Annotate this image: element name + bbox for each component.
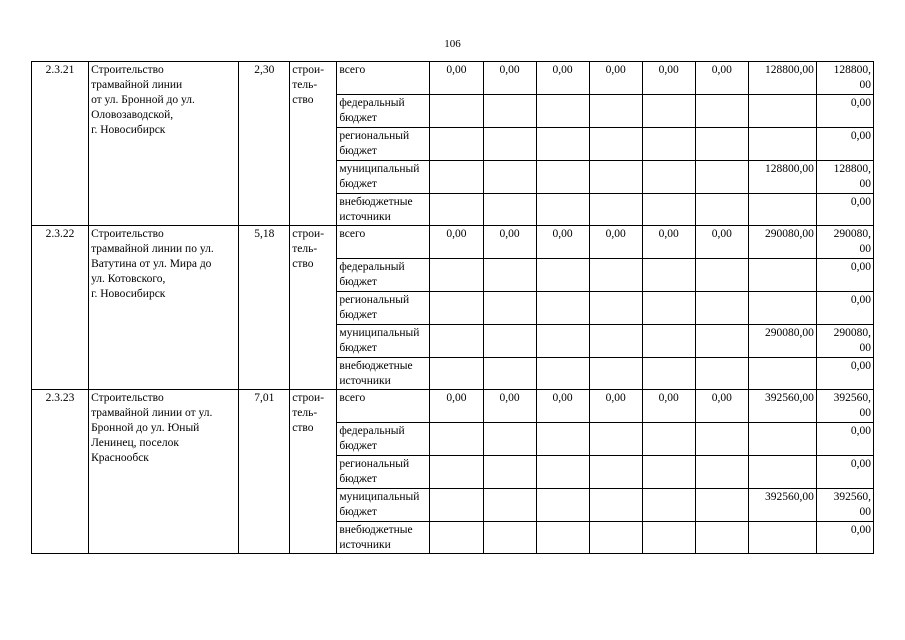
funding-source <box>337 194 430 226</box>
item-name-line: г. Новосибирск <box>91 288 166 300</box>
funding-source-line: муниципальный <box>339 491 420 503</box>
funding-source-line: бюджет <box>339 112 377 124</box>
year-value <box>695 128 748 161</box>
year-value <box>483 325 536 358</box>
funding-source <box>337 423 430 456</box>
year-value: 0,00 <box>589 226 642 259</box>
item-type <box>290 226 337 390</box>
year-value: 0,00 <box>589 62 642 95</box>
item-name-line: трамвайной линии <box>91 79 183 91</box>
year-value <box>536 161 589 194</box>
year-value: 0,00 <box>642 62 695 95</box>
funding-source <box>337 161 430 194</box>
year-value <box>695 259 748 292</box>
item-name-line: Ленинец, поселок <box>91 437 179 449</box>
year-value: 0,00 <box>642 226 695 259</box>
item-name <box>89 226 239 390</box>
item-type-line: тель- <box>292 243 318 255</box>
funding-source-line: всего <box>339 64 366 76</box>
year-value <box>642 522 695 554</box>
item-name <box>89 62 239 226</box>
funding-source-line: муниципальный <box>339 327 420 339</box>
item-type <box>290 62 337 226</box>
total-value <box>816 95 873 128</box>
year-value-last <box>748 95 816 128</box>
year-value <box>483 358 536 390</box>
year-value-last: 128800,00 <box>748 62 816 95</box>
year-value <box>589 325 642 358</box>
year-value <box>536 259 589 292</box>
total-value-line: 0,00 <box>850 196 871 208</box>
year-value <box>536 128 589 161</box>
total-value <box>816 456 873 489</box>
year-value <box>642 259 695 292</box>
year-value <box>589 194 642 226</box>
item-name-line: Строительство <box>91 228 164 240</box>
total-value-line: 290080, <box>833 228 871 240</box>
year-value <box>483 522 536 554</box>
total-value-line: 392560, <box>833 392 871 404</box>
total-value <box>816 390 873 423</box>
year-value <box>483 489 536 522</box>
total-value <box>816 522 873 554</box>
funding-source-line: внебюджетные <box>339 196 413 208</box>
funding-source-line: всего <box>339 228 366 240</box>
year-value: 0,00 <box>695 226 748 259</box>
funding-source-line: бюджет <box>339 276 377 288</box>
year-value <box>589 456 642 489</box>
funding-source-line: бюджет <box>339 440 377 452</box>
total-value-line: 0,00 <box>850 130 871 142</box>
total-value-line: 128800, <box>833 64 871 76</box>
item-name <box>89 390 239 554</box>
total-value <box>816 62 873 95</box>
year-value-last <box>748 259 816 292</box>
year-value <box>695 325 748 358</box>
funding-source <box>337 489 430 522</box>
funding-source-line: источники <box>339 539 391 551</box>
funding-source-line: бюджет <box>339 145 377 157</box>
item-type <box>290 390 337 554</box>
year-value <box>695 292 748 325</box>
item-length: 7,01 <box>239 390 290 554</box>
total-value-line: 0,00 <box>850 261 871 273</box>
item-type-line: тель- <box>292 407 318 419</box>
year-value <box>695 489 748 522</box>
year-value <box>695 161 748 194</box>
item-name-line: Бронной до ул. Юный <box>91 422 200 434</box>
funding-source-line: бюджет <box>339 178 377 190</box>
year-value <box>430 456 483 489</box>
year-value <box>589 423 642 456</box>
year-value: 0,00 <box>430 226 483 259</box>
funding-source-line: федеральный <box>339 97 405 109</box>
year-value <box>430 325 483 358</box>
total-value <box>816 423 873 456</box>
year-value-last: 128800,00 <box>748 161 816 194</box>
year-value <box>430 489 483 522</box>
funding-source-line: бюджет <box>339 309 377 321</box>
year-value <box>430 128 483 161</box>
item-type-line: тель- <box>292 79 318 91</box>
item-name-line: трамвайной линии от ул. <box>91 407 213 419</box>
year-value <box>430 423 483 456</box>
year-value <box>695 194 748 226</box>
total-value <box>816 259 873 292</box>
year-value <box>536 325 589 358</box>
year-value <box>430 522 483 554</box>
year-value <box>695 358 748 390</box>
funding-source <box>337 128 430 161</box>
year-value: 0,00 <box>483 62 536 95</box>
total-value <box>816 128 873 161</box>
funding-source <box>337 95 430 128</box>
year-value: 0,00 <box>589 390 642 423</box>
budget-table <box>31 61 874 554</box>
year-value <box>642 161 695 194</box>
year-value <box>483 128 536 161</box>
item-name-line: г. Новосибирск <box>91 124 166 136</box>
total-value-line: 00 <box>859 407 871 419</box>
total-value <box>816 489 873 522</box>
year-value <box>589 161 642 194</box>
year-value <box>589 292 642 325</box>
funding-source-line: муниципальный <box>339 163 420 175</box>
year-value <box>483 423 536 456</box>
item-name-line: Краснообск <box>91 452 149 464</box>
year-value-last <box>748 423 816 456</box>
item-name-line: Оловозаводской, <box>91 109 174 121</box>
total-value <box>816 325 873 358</box>
total-value-line: 0,00 <box>850 360 871 372</box>
funding-source-line: региональный <box>339 294 410 306</box>
item-length: 2,30 <box>239 62 290 226</box>
year-value <box>536 292 589 325</box>
item-name-line: от ул. Бронной до ул. <box>91 94 195 106</box>
total-value-line: 00 <box>859 79 871 91</box>
year-value <box>695 423 748 456</box>
total-value-line: 0,00 <box>850 97 871 109</box>
item-type-line: ство <box>292 94 314 106</box>
year-value <box>589 489 642 522</box>
year-value <box>642 423 695 456</box>
year-value <box>536 95 589 128</box>
table-row <box>32 62 874 95</box>
year-value <box>695 522 748 554</box>
funding-source <box>337 358 430 390</box>
year-value <box>483 194 536 226</box>
year-value: 0,00 <box>430 62 483 95</box>
item-type-line: ство <box>292 422 314 434</box>
year-value: 0,00 <box>536 390 589 423</box>
year-value-last <box>748 522 816 554</box>
funding-source-line: внебюджетные <box>339 524 413 536</box>
year-value <box>483 161 536 194</box>
funding-source <box>337 226 430 259</box>
item-name-line: Строительство <box>91 64 164 76</box>
funding-source-line: источники <box>339 375 391 387</box>
total-value-line: 00 <box>859 178 871 190</box>
year-value <box>483 95 536 128</box>
year-value: 0,00 <box>695 390 748 423</box>
year-value <box>536 489 589 522</box>
funding-source-line: федеральный <box>339 261 405 273</box>
year-value <box>642 194 695 226</box>
year-value <box>430 161 483 194</box>
funding-source <box>337 62 430 95</box>
year-value <box>483 456 536 489</box>
year-value: 0,00 <box>642 390 695 423</box>
item-type-line: строи- <box>292 64 325 76</box>
item-type-line: строи- <box>292 228 325 240</box>
year-value <box>430 194 483 226</box>
year-value <box>642 128 695 161</box>
funding-source <box>337 456 430 489</box>
year-value <box>642 325 695 358</box>
total-value-line: 00 <box>859 342 871 354</box>
total-value <box>816 358 873 390</box>
table-row <box>32 226 874 259</box>
item-name-line: ул. Котовского, <box>91 273 166 285</box>
funding-source-line: бюджет <box>339 342 377 354</box>
year-value: 0,00 <box>695 62 748 95</box>
total-value-line: 290080, <box>833 327 871 339</box>
total-value <box>816 292 873 325</box>
year-value: 0,00 <box>483 390 536 423</box>
year-value: 0,00 <box>430 390 483 423</box>
item-name-line: Ватутина от ул. Мира до <box>91 258 212 270</box>
year-value <box>642 95 695 128</box>
year-value <box>695 95 748 128</box>
item-type-line: строи- <box>292 392 325 404</box>
page-number: 106 <box>444 38 461 50</box>
year-value-last <box>748 358 816 390</box>
funding-source-line: всего <box>339 392 366 404</box>
year-value <box>483 259 536 292</box>
year-value: 0,00 <box>483 226 536 259</box>
total-value-line: 0,00 <box>850 524 871 536</box>
year-value <box>483 292 536 325</box>
year-value <box>589 128 642 161</box>
table-row <box>32 390 874 423</box>
year-value-last <box>748 194 816 226</box>
year-value <box>536 423 589 456</box>
year-value <box>430 358 483 390</box>
year-value-last <box>748 128 816 161</box>
year-value <box>536 194 589 226</box>
total-value-line: 392560, <box>833 491 871 503</box>
year-value-last: 290080,00 <box>748 325 816 358</box>
total-value-line: 00 <box>859 506 871 518</box>
year-value <box>589 95 642 128</box>
year-value <box>536 456 589 489</box>
funding-source <box>337 259 430 292</box>
funding-source <box>337 292 430 325</box>
year-value <box>695 456 748 489</box>
year-value-last <box>748 456 816 489</box>
item-length: 5,18 <box>239 226 290 390</box>
total-value-line: 0,00 <box>850 425 871 437</box>
year-value <box>430 95 483 128</box>
total-value-line: 0,00 <box>850 294 871 306</box>
funding-source <box>337 522 430 554</box>
year-value <box>589 259 642 292</box>
funding-source-line: источники <box>339 211 391 223</box>
funding-source <box>337 390 430 423</box>
year-value <box>642 358 695 390</box>
item-type-line: ство <box>292 258 314 270</box>
funding-source-line: бюджет <box>339 473 377 485</box>
total-value <box>816 226 873 259</box>
year-value: 0,00 <box>536 62 589 95</box>
total-value-line: 0,00 <box>850 458 871 470</box>
year-value-last: 290080,00 <box>748 226 816 259</box>
year-value <box>536 522 589 554</box>
funding-source-line: бюджет <box>339 506 377 518</box>
total-value-line: 00 <box>859 243 871 255</box>
year-value <box>642 456 695 489</box>
item-code: 2.3.23 <box>32 390 89 554</box>
year-value-last: 392560,00 <box>748 489 816 522</box>
funding-source <box>337 325 430 358</box>
item-name-line: трамвайной линии по ул. <box>91 243 214 255</box>
year-value <box>642 292 695 325</box>
item-code: 2.3.22 <box>32 226 89 390</box>
year-value <box>589 358 642 390</box>
funding-source-line: внебюджетные <box>339 360 413 372</box>
funding-source-line: федеральный <box>339 425 405 437</box>
funding-source-line: региональный <box>339 130 410 142</box>
year-value <box>430 259 483 292</box>
funding-source-line: региональный <box>339 458 410 470</box>
total-value-line: 128800, <box>833 163 871 175</box>
item-name-line: Строительство <box>91 392 164 404</box>
total-value <box>816 161 873 194</box>
year-value <box>430 292 483 325</box>
year-value <box>589 522 642 554</box>
year-value-last <box>748 292 816 325</box>
year-value <box>536 358 589 390</box>
total-value <box>816 194 873 226</box>
year-value: 0,00 <box>536 226 589 259</box>
year-value <box>642 489 695 522</box>
item-code: 2.3.21 <box>32 62 89 226</box>
year-value-last: 392560,00 <box>748 390 816 423</box>
